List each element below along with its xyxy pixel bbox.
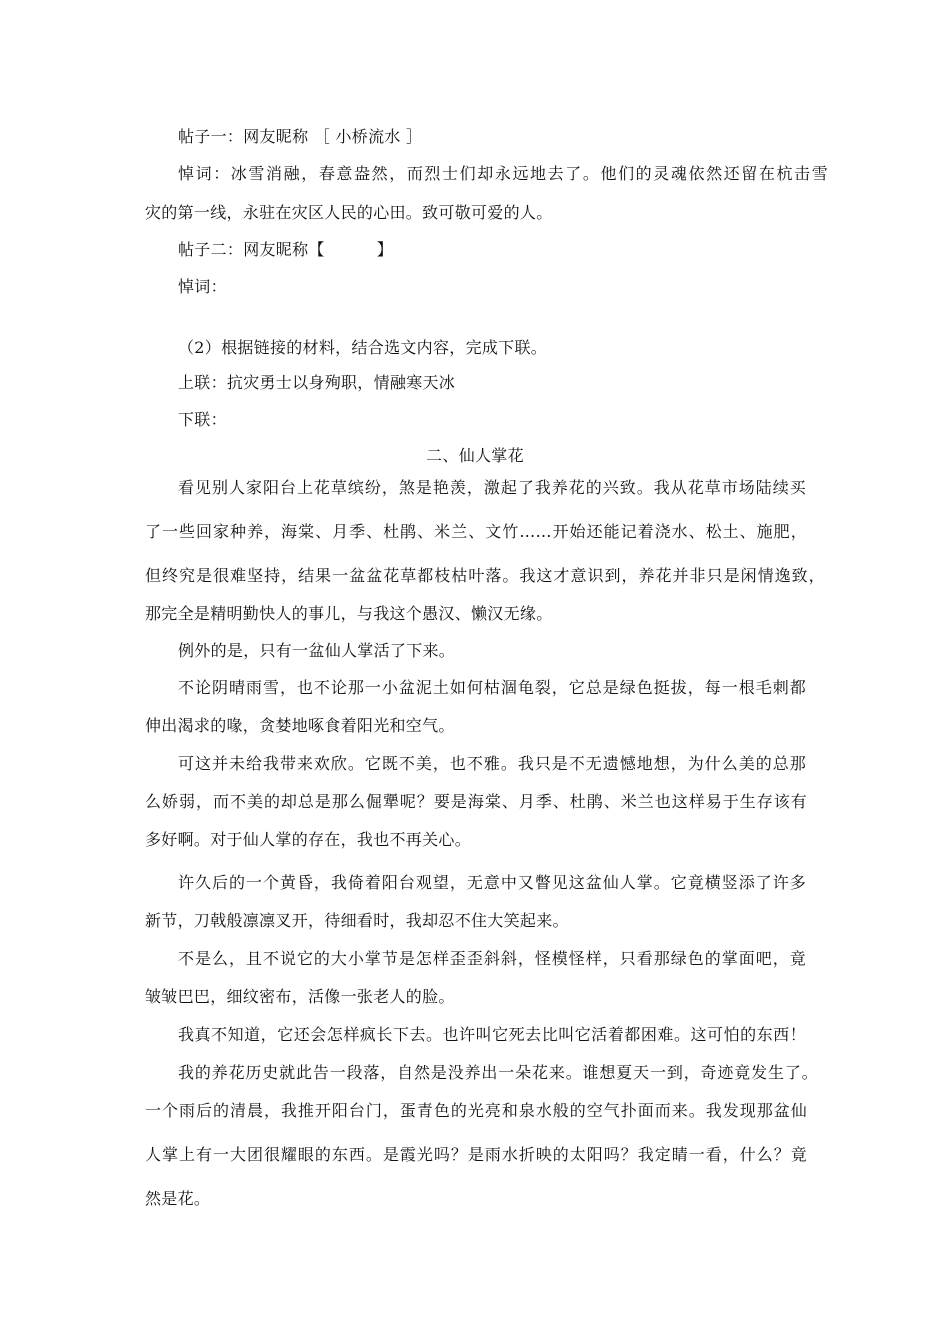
paragraph-line: 但终究是很难坚持，结果一盆盆花草都枝枯叶落。我这才意识到，养花并非只是闲情逸致， [145,566,825,585]
paragraph-line: 例外的是，只有一盆仙人掌活了下来。 [178,641,456,660]
paragraph-line: 不是么，且不说它的大小掌节是怎样歪歪斜斜，怪模怪样，只看那绿色的掌面吧，竟 [178,949,806,968]
question-2: （2）根据链接的材料，结合选文内容，完成下联。 [178,338,548,357]
paragraph-line: 了一些回家种养，海棠、月季、杜鹃、米兰、文竹……开始还能记着浇水、松土、施肥， [145,522,807,541]
paragraph-line: 伸出渴求的喙，贪婪地啄食着阳光和空气。 [145,716,455,735]
post2-label-suffix: 】 [376,240,394,259]
paragraph-line: 许久后的一个黄昏，我倚着阳台观望，无意中又瞥见这盆仙人掌。它竟横竖添了许多 [178,873,806,892]
post2-label [178,240,858,260]
paragraph-line: 不论阴晴雨雪，也不论那一小盆泥土如何枯涸龟裂，它总是绿色挺拔，每一根毛刺都 [178,678,806,697]
post2-eulogy: 悼词： [178,277,227,296]
upper-couplet: 上联：抗灾勇士以身殉职，情融寒天冰 [178,373,456,392]
paragraph-line: 我的养花历史就此告一段落，自然是没养出一朵花来。谁想夏天一到，奇迹竟发生了。 [178,1063,818,1082]
paragraph-line: 新节，刀戟般凛凛叉开，待细看时，我却忍不住大笑起来。 [145,911,569,930]
paragraph-line: 一个雨后的清晨，我推开阳台门，蛋青色的光亮和泉水般的空气扑面而来。我发现那盆仙 [145,1101,807,1120]
paragraph-line: 然是花。 [145,1189,211,1208]
paragraph-line: 人掌上有一大团很耀眼的东西。是霞光吗？是雨水折映的太阳吗？我定睛一看，什么？竟 [145,1145,807,1164]
paragraph-line: 多好啊。对于仙人掌的存在，我也不再关心。 [145,830,472,849]
post1-eulogy-line2: 灾的第一线，永驻在灾区人民的心田。致可敬可爱的人。 [145,203,553,222]
paragraph-line: 我真不知道，它还会怎样疯长下去。也许叫它死去比叫它活着都困难。这可怕的东西！ [178,1025,806,1044]
post2-label-prefix: 帖子二：网友昵称【 [178,240,325,259]
post1-label: 帖子一：网友昵称 ［ 小桥流水 ］ [178,127,423,146]
paragraph-line: 看见别人家阳台上花草缤纷，煞是艳羡，激起了我养花的兴致。我从花草市场陆续买 [178,478,806,497]
paragraph-line: 可这并未给我带来欢欣。它既不美，也不雅。我只是不无遗憾地想，为什么美的总那 [178,754,806,773]
lower-couplet: 下联： [178,410,227,429]
section-title: 二、仙人掌花 [426,446,524,465]
post1-eulogy-line1: 悼词：冰雪消融，春意盎然，而烈士们却永远地去了。他们的灵魂依然还留在杭击雪 [178,164,828,183]
paragraph-line: 皱皱巴巴，细纹密布，活像一张老人的脸。 [145,987,455,1006]
paragraph-line: 那完全是精明勤快人的事儿，与我这个愚汉、懒汉无缘。 [145,604,553,623]
paragraph-line: 么娇弱，而不美的却总是那么倔犟呢？要是海棠、月季、杜鹃、米兰也这样易于生存该有 [145,792,807,811]
